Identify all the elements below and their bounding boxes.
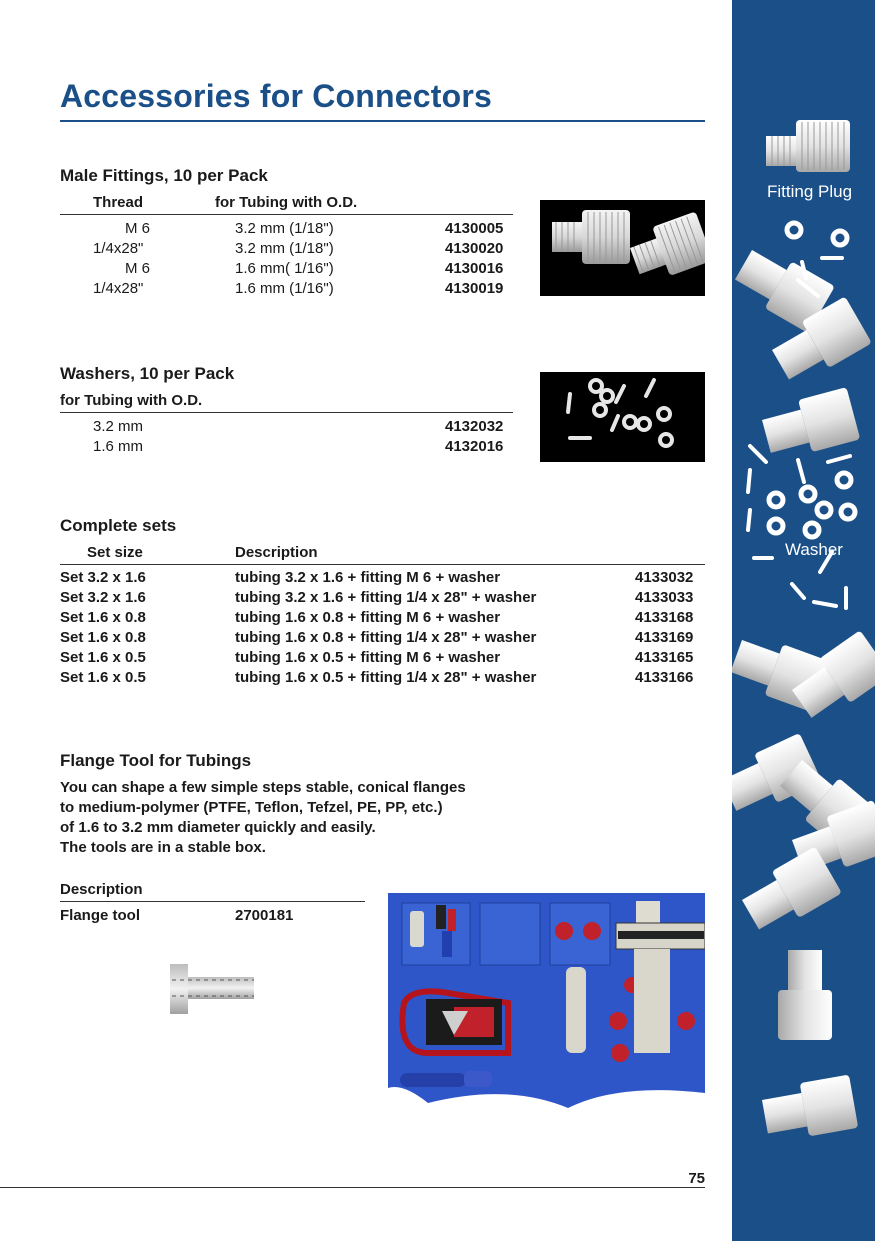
code-cell: 4133169 xyxy=(635,629,694,646)
table-row xyxy=(60,417,513,437)
flange-rule xyxy=(60,901,365,902)
code-cell: 4130020 xyxy=(445,240,504,257)
washers-photo xyxy=(540,372,705,462)
set-cell: Set 1.6 x 0.5 xyxy=(60,649,146,666)
size-cell: 1.6 mm xyxy=(93,438,144,455)
code-cell: 4133166 xyxy=(635,669,694,686)
code-cell: 4132032 xyxy=(445,418,504,435)
thread-cell: 1/4x28" xyxy=(93,280,144,297)
tubing-cell: 1.6 mm (1/16") xyxy=(235,280,334,297)
complete-sets-heading: Complete sets xyxy=(60,516,177,535)
flange-line: to medium-polymer (PTFE, Teflon, Tefzel, PE, PP, etc.) xyxy=(60,799,443,816)
washers-col-tubing: for Tubing with O.D. xyxy=(60,392,203,409)
page-title: Accessories for Connectors xyxy=(60,78,493,114)
male-fittings-photo xyxy=(540,200,705,296)
flange-diagram xyxy=(168,962,258,1016)
code-cell: 4133165 xyxy=(635,649,694,666)
table-row xyxy=(60,239,513,259)
page-number: 75 xyxy=(688,1170,705,1187)
table-row xyxy=(60,648,705,668)
code-cell: 4130005 xyxy=(445,220,504,237)
washers-table xyxy=(60,417,513,457)
flange-line: of 1.6 to 3.2 mm diameter quickly and easily. xyxy=(60,819,376,836)
desc-cell: tubing 1.6 x 0.5 + fitting 1/4 x 28" + washer xyxy=(235,669,537,686)
desc-cell: tubing 1.6 x 0.8 + fitting 1/4 x 28" + washer xyxy=(235,629,537,646)
table-row xyxy=(60,259,513,279)
thread-cell: 1/4x28" xyxy=(93,240,144,257)
flange-description xyxy=(60,778,466,858)
complete-sets-col-set: Set size xyxy=(87,544,143,561)
desc-cell: tubing 1.6 x 0.8 + fitting M 6 + washer xyxy=(235,609,501,626)
desc-cell: tubing 3.2 x 1.6 + fitting M 6 + washer xyxy=(235,569,501,586)
set-cell: Set 1.6 x 0.5 xyxy=(60,669,146,686)
male-fittings-rule xyxy=(60,214,513,215)
fitting-plug-icon xyxy=(766,120,850,172)
male-fittings-col-thread: Thread xyxy=(93,194,144,211)
tubing-cell: 3.2 mm (1/18") xyxy=(235,220,334,237)
flange-heading: Flange Tool for Tubings xyxy=(60,751,252,770)
thread-cell: M 6 xyxy=(124,220,150,237)
title-rule xyxy=(60,120,705,122)
set-cell: Set 3.2 x 1.6 xyxy=(60,569,146,586)
code-cell: 4133168 xyxy=(635,609,694,626)
code-cell: 4132016 xyxy=(445,438,504,455)
code-cell: 4133033 xyxy=(635,589,694,606)
sidebar-label-fitting-plug: Fitting Plug xyxy=(767,182,853,201)
complete-sets-rule xyxy=(60,564,705,565)
flange-kit-photo xyxy=(388,893,705,1113)
size-cell: 3.2 mm xyxy=(93,418,144,435)
set-cell: Set 3.2 x 1.6 xyxy=(60,589,146,606)
sidebar xyxy=(732,0,875,1241)
code-cell: 4130016 xyxy=(445,260,504,277)
washers-heading: Washers, 10 per Pack xyxy=(60,364,235,383)
table-row xyxy=(60,568,705,588)
flange-line: You can shape a few simple steps stable, conical flanges xyxy=(60,779,466,796)
desc-cell: tubing 1.6 x 0.5 + fitting M 6 + washer xyxy=(235,649,501,666)
table-row xyxy=(60,588,705,608)
set-cell: Set 1.6 x 0.8 xyxy=(60,629,146,646)
set-cell: Set 1.6 x 0.8 xyxy=(60,609,146,626)
flange-line: The tools are in a stable box. xyxy=(60,839,266,856)
table-row xyxy=(60,279,513,299)
footer-rule xyxy=(0,1187,705,1188)
male-fittings-table xyxy=(60,219,513,299)
table-row xyxy=(60,628,705,648)
code-cell: 4130019 xyxy=(445,280,504,297)
tubing-cell: 1.6 mm( 1/16") xyxy=(235,260,334,277)
table-row xyxy=(60,219,513,239)
table-row xyxy=(60,608,705,628)
washers-rule xyxy=(60,412,513,413)
tubing-cell: 3.2 mm (1/18") xyxy=(235,240,334,257)
desc-cell: tubing 3.2 x 1.6 + fitting 1/4 x 28" + washer xyxy=(235,589,537,606)
male-fittings-heading: Male Fittings, 10 per Pack xyxy=(60,166,268,185)
sidebar-label-washer: Washer xyxy=(785,540,843,559)
flange-col-desc: Description xyxy=(60,881,143,898)
complete-sets-table xyxy=(60,568,705,688)
flange-code: 2700181 xyxy=(235,907,294,924)
thread-cell: M 6 xyxy=(124,260,150,277)
code-cell: 4133032 xyxy=(635,569,694,586)
male-fittings-col-tubing: for Tubing with O.D. xyxy=(215,194,358,211)
flange-item: Flange tool xyxy=(60,907,140,924)
table-row xyxy=(60,668,705,688)
complete-sets-col-desc: Description xyxy=(235,544,318,561)
table-row xyxy=(60,437,513,457)
